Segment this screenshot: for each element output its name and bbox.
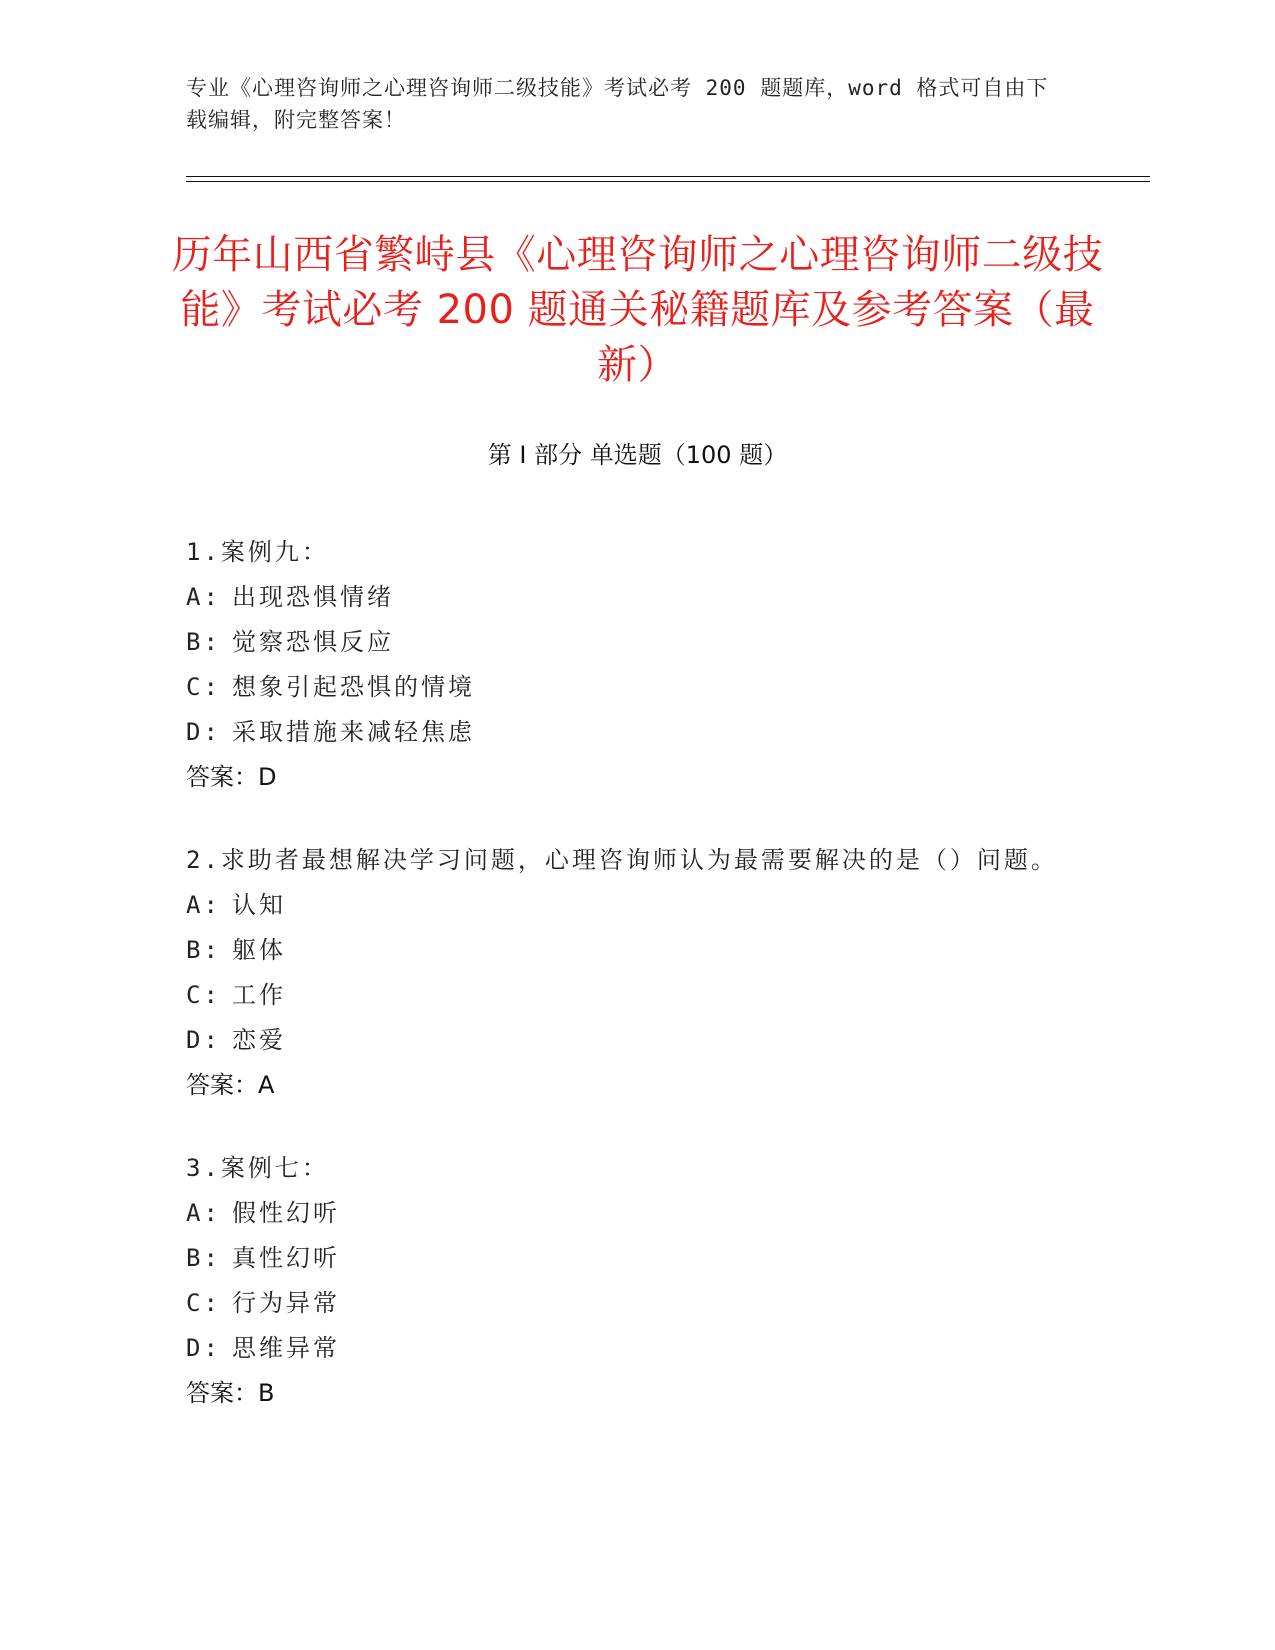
section-title: 第 I 部分 单选题（100 题）: [487, 441, 788, 469]
question-stem: 1.案例九：: [186, 538, 329, 566]
option-text: 认知: [232, 891, 286, 919]
option-text: 出现恐惧情绪: [232, 583, 394, 611]
question-answer: 答案：A: [186, 1071, 275, 1099]
question-item: [186, 838, 1066, 1108]
option-text: 工作: [232, 981, 286, 1009]
document-title: 历年山西省繁峙县《心理咨询师之心理咨询师二级技能》考试必考 200 题通关秘籍题库及参考答案（最新）: [171, 232, 1104, 388]
option-text: 觉察恐惧反应: [232, 628, 394, 656]
option-text: 思维异常: [232, 1334, 340, 1362]
option-text: 恋爱: [232, 1026, 286, 1054]
question-item: [186, 1146, 1066, 1416]
question-option: [186, 1281, 1066, 1326]
option-text: 采取措施来减轻焦虑: [232, 718, 475, 746]
question-item: [186, 530, 1066, 800]
option-key: D:: [186, 1026, 221, 1054]
question-option: [186, 883, 1066, 928]
option-key: D:: [186, 718, 221, 746]
question-answer: 答案：B: [186, 1379, 275, 1407]
header-note: 专业《心理咨询师之心理咨询师二级技能》考试必考 200 题题库，word 格式可自由下载编辑，附完整答案！: [186, 76, 1049, 132]
option-key: B:: [186, 1244, 221, 1272]
option-text: 真性幻听: [232, 1244, 340, 1272]
question-option: [186, 1236, 1066, 1281]
header-divider-bottom: [186, 181, 1150, 182]
option-key: C:: [186, 1289, 221, 1317]
question-answer: 答案：D: [186, 763, 277, 791]
option-key: B:: [186, 628, 221, 656]
option-text: 行为异常: [232, 1289, 340, 1317]
option-text: 躯体: [232, 936, 286, 964]
option-key: B:: [186, 936, 221, 964]
option-key: C:: [186, 981, 221, 1009]
option-key: A:: [186, 891, 221, 919]
question-option: [186, 1191, 1066, 1236]
option-key: A:: [186, 1199, 221, 1227]
question-option: [186, 710, 1066, 755]
question-option: [186, 1326, 1066, 1371]
question-option: [186, 620, 1066, 665]
question-list: [186, 530, 1066, 1454]
question-option: [186, 665, 1066, 710]
question-stem: 2.求助者最想解决学习问题，心理咨询师认为最需要解决的是（）问题。: [186, 846, 1058, 874]
question-stem: 3.案例七：: [186, 1154, 329, 1182]
question-option: [186, 928, 1066, 973]
option-key: A:: [186, 583, 221, 611]
question-option: [186, 575, 1066, 620]
question-option: [186, 973, 1066, 1018]
option-key: C:: [186, 673, 221, 701]
question-option: [186, 1018, 1066, 1063]
header-divider-top: [186, 176, 1150, 177]
option-text: 假性幻听: [232, 1199, 340, 1227]
option-key: D:: [186, 1334, 221, 1362]
option-text: 想象引起恐惧的情境: [232, 673, 475, 701]
